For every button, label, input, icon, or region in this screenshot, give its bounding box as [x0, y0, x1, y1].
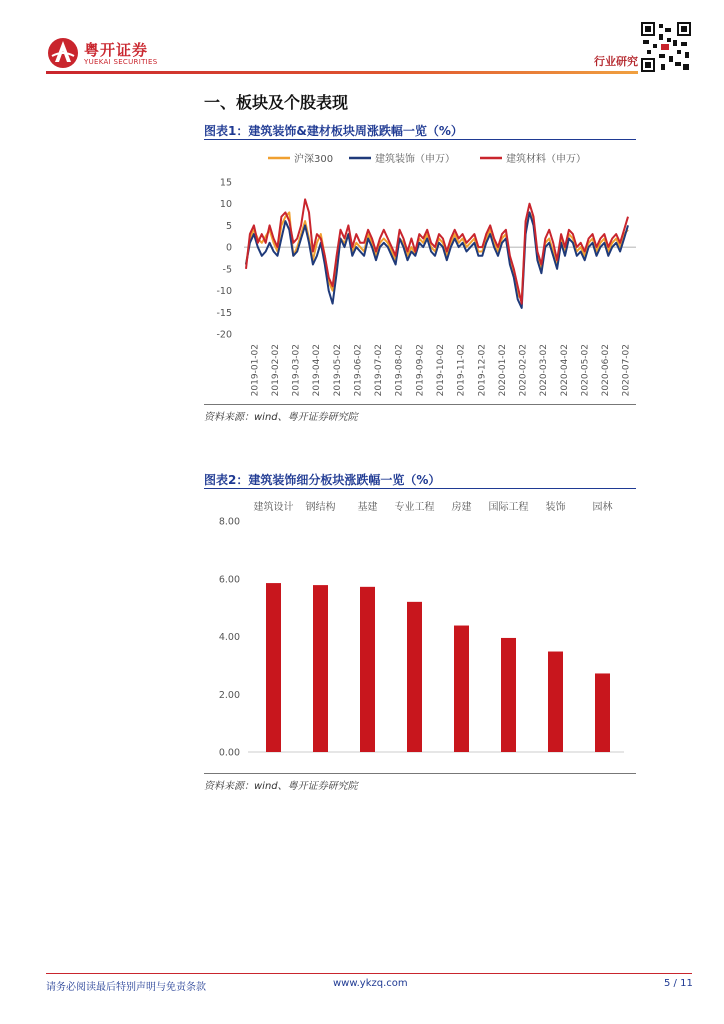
x-tick-label-7: 2019-08-02 — [394, 344, 405, 397]
figure1-line-chart — [204, 142, 636, 404]
legend-label-1: 建筑装饰（申万） — [375, 154, 455, 165]
x-tick-label-0: 2019-01-02 — [250, 344, 261, 397]
category-label-3: 专业工程 — [394, 502, 435, 513]
y-tick-label-1: 10 — [219, 199, 232, 211]
figure2-category-labels — [254, 500, 613, 513]
x-tick-label-2: 2019-03-02 — [291, 344, 302, 397]
x-tick-label-18: 2020-07-02 — [621, 344, 632, 397]
category-label-5: 国际工程 — [488, 502, 529, 513]
series-line-0 — [246, 212, 628, 299]
figure2-title: 图表2：建筑装饰细分板块涨跌幅一览（%） — [204, 473, 441, 487]
figure1-bottom-rule — [204, 404, 636, 405]
category-label-2: 基建 — [357, 502, 378, 513]
y-tick-label-3: 0 — [225, 242, 232, 254]
legend-label-2: 建筑材料（申万） — [506, 154, 586, 165]
figure1-x-axis — [250, 344, 631, 396]
x-tick-label-6: 2019-07-02 — [374, 344, 385, 397]
y-tick-label-4: -5 — [222, 264, 232, 276]
y-tick-label-4: 8.00 — [218, 516, 240, 528]
y-tick-label-7: -20 — [216, 329, 232, 341]
bar-1 — [313, 585, 328, 752]
x-tick-label-15: 2020-04-02 — [559, 344, 570, 397]
y-tick-label-2: 5 — [225, 220, 232, 232]
bar-6 — [548, 652, 563, 752]
x-tick-label-14: 2020-03-02 — [539, 344, 550, 397]
x-tick-label-12: 2020-01-02 — [497, 344, 508, 397]
figure1-source: 资料来源：wind、粤开证券研究院 — [204, 412, 358, 423]
figure1-legend — [268, 152, 586, 165]
x-tick-label-17: 2020-06-02 — [601, 344, 612, 397]
report-category: 行业研究 — [594, 55, 638, 68]
footer-website-link[interactable]: www.ykzq.com — [333, 978, 408, 989]
figure2-bars-group — [266, 583, 610, 752]
figure2-bottom-rule — [204, 773, 636, 774]
y-tick-label-6: -15 — [216, 307, 232, 319]
page-header — [0, 0, 724, 80]
y-tick-label-1: 2.00 — [218, 689, 240, 701]
y-tick-label-0: 0.00 — [218, 747, 240, 759]
x-tick-label-11: 2019-12-02 — [477, 344, 488, 397]
footer-disclaimer: 请务必阅读最后特别声明与免责条款 — [46, 982, 206, 993]
bar-2 — [360, 587, 375, 752]
header-divider — [46, 71, 638, 74]
footer-page-number: 5 / 11 — [664, 978, 693, 989]
y-tick-label-0: 15 — [219, 177, 232, 189]
x-tick-label-13: 2020-02-02 — [518, 344, 529, 397]
x-tick-label-5: 2019-06-02 — [353, 344, 364, 397]
bar-0 — [266, 583, 281, 752]
x-tick-label-9: 2019-10-02 — [436, 344, 446, 397]
legend-label-0: 沪深300 — [294, 154, 334, 165]
figure1-series-group — [246, 199, 628, 308]
figure2-source: 资料来源：wind、粤开证券研究院 — [204, 781, 358, 792]
x-tick-label-16: 2020-05-02 — [580, 344, 591, 397]
category-label-7: 园林 — [592, 502, 613, 513]
bar-3 — [407, 602, 422, 752]
category-label-1: 钢结构 — [305, 502, 336, 513]
figure1-title: 图表1：建筑装饰&建材板块周涨跌幅一览（%） — [204, 124, 463, 138]
section-title: 一、板块及个股表现 — [204, 93, 349, 112]
y-tick-label-5: -10 — [216, 286, 232, 298]
figure1-title-rule — [204, 139, 636, 140]
category-label-4: 房建 — [451, 502, 472, 513]
footer-divider — [46, 973, 692, 974]
figure2-title-rule — [204, 488, 636, 489]
y-tick-label-3: 6.00 — [218, 574, 240, 586]
bar-5 — [501, 638, 516, 752]
x-tick-label-1: 2019-02-02 — [270, 344, 281, 397]
y-tick-label-2: 4.00 — [218, 632, 240, 643]
x-tick-label-3: 2019-04-02 — [312, 344, 323, 397]
category-label-6: 装饰 — [545, 502, 566, 513]
x-tick-label-10: 2019-11-02 — [456, 344, 467, 397]
x-tick-label-4: 2019-05-02 — [332, 344, 343, 397]
category-label-0: 建筑设计 — [253, 502, 294, 513]
brand-name-en: YUEKAI SECURITIES — [84, 58, 158, 66]
bar-7 — [595, 673, 610, 752]
bar-4 — [454, 626, 469, 752]
figure1-y-axis — [216, 178, 232, 341]
brand-name-cn: 粤开证券 — [84, 41, 149, 59]
yuekai-logo-icon — [46, 36, 80, 70]
figure2-bar-chart — [204, 492, 636, 772]
figure2-y-axis — [219, 517, 240, 759]
x-tick-label-8: 2019-09-02 — [415, 344, 426, 397]
qr-code-icon — [641, 22, 691, 72]
